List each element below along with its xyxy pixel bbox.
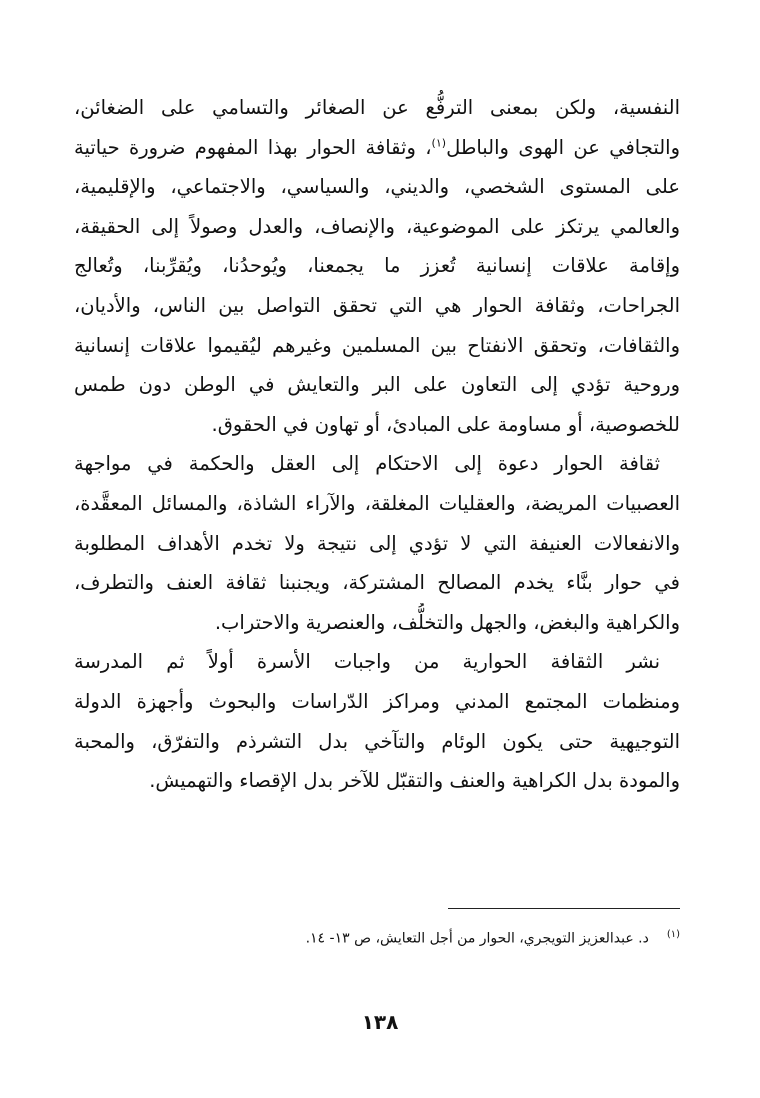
text-line: للخصوصية، أو مساومة على المبادئ، أو تهاون في الحقوق. bbox=[211, 412, 680, 436]
text-line: في حوار بنَّاء يخدم المصالح المشتركة، ويجنبنا ثقافة العنف والتطرف، bbox=[74, 571, 680, 595]
footnote-reference: (١) bbox=[431, 136, 447, 150]
main-text bbox=[74, 88, 680, 801]
text-line: والثقافات، وتحقق الانفتاح بين المسلمين وغيرهم ليُقيموا علاقات إنسانية bbox=[74, 333, 680, 357]
text-line: والعالمي يرتكز على الموضوعية، والإنصاف، والعدل وصولاً إلى الحقيقة، bbox=[74, 214, 680, 238]
text-line: والكراهية والبغض، والجهل والتخلُّف، والعنصرية والاحتراب. bbox=[214, 610, 680, 634]
text-line bbox=[74, 128, 680, 168]
text-line: التوجيهية حتى يكون الوئام والتآخي بدل التشرذم والتفرّق، والمحبة bbox=[74, 729, 680, 753]
text-line: ومنظمات المجتمع المدني ومراكز الدّراسات والبحوث وأجهزة الدولة bbox=[74, 689, 680, 713]
text-line: الجراحات، وثقافة الحوار هي التي تحقق التواصل بين الناس، والأديان، bbox=[74, 293, 680, 317]
text-line: وروحية تؤدي إلى التعاون على البر والتعايش في الوطن دون طمس bbox=[74, 373, 680, 397]
page-number: ١٣٨ bbox=[361, 1010, 399, 1034]
text-segment: والتجافي عن الهوى والباطل bbox=[446, 135, 680, 159]
text-line: النفسية، ولكن بمعنى الترفُّع عن الصغائر والتسامي على الضغائن، bbox=[74, 96, 680, 119]
text-line: نشر الثقافة الحوارية من واجبات الأسرة أولاً ثم المدرسة bbox=[74, 650, 660, 674]
footnote-separator bbox=[448, 908, 680, 909]
text-line: وإقامة علاقات إنسانية تُعزز ما يجمعنا، ويُوحدُنا، ويُقرِّبنا، وتُعالج bbox=[74, 254, 680, 278]
footnote-text: د. عبدالعزيز التويجري، الحوار من أجل التعايش، ص ١٣- ١٤. bbox=[305, 930, 649, 947]
text-line: ثقافة الحوار دعوة إلى الاحتكام إلى العقل والحكمة في مواجهة bbox=[74, 452, 660, 476]
text-line: على المستوى الشخصي، والديني، والسياسي، والاجتماعي، والإقليمية، bbox=[74, 175, 680, 199]
text-segment: ، وثقافة الحوار بهذا المفهوم ضرورة حياتية bbox=[74, 135, 432, 159]
text-line: والانفعالات العنيفة التي لا تؤدي إلى نتيجة ولا تخدم الأهداف المطلوبة bbox=[74, 531, 680, 555]
footnote bbox=[74, 922, 680, 952]
footnote-marker: (١) bbox=[666, 929, 680, 940]
text-line: والمودة بدل الكراهية والعنف والتقبّل للآخر بدل الإقصاء والتهميش. bbox=[149, 769, 680, 793]
text-line: العصبيات المريضة، والعقليات المغلقة، والآراء الشاذة، والمسائل المعقَّدة، bbox=[74, 491, 680, 515]
